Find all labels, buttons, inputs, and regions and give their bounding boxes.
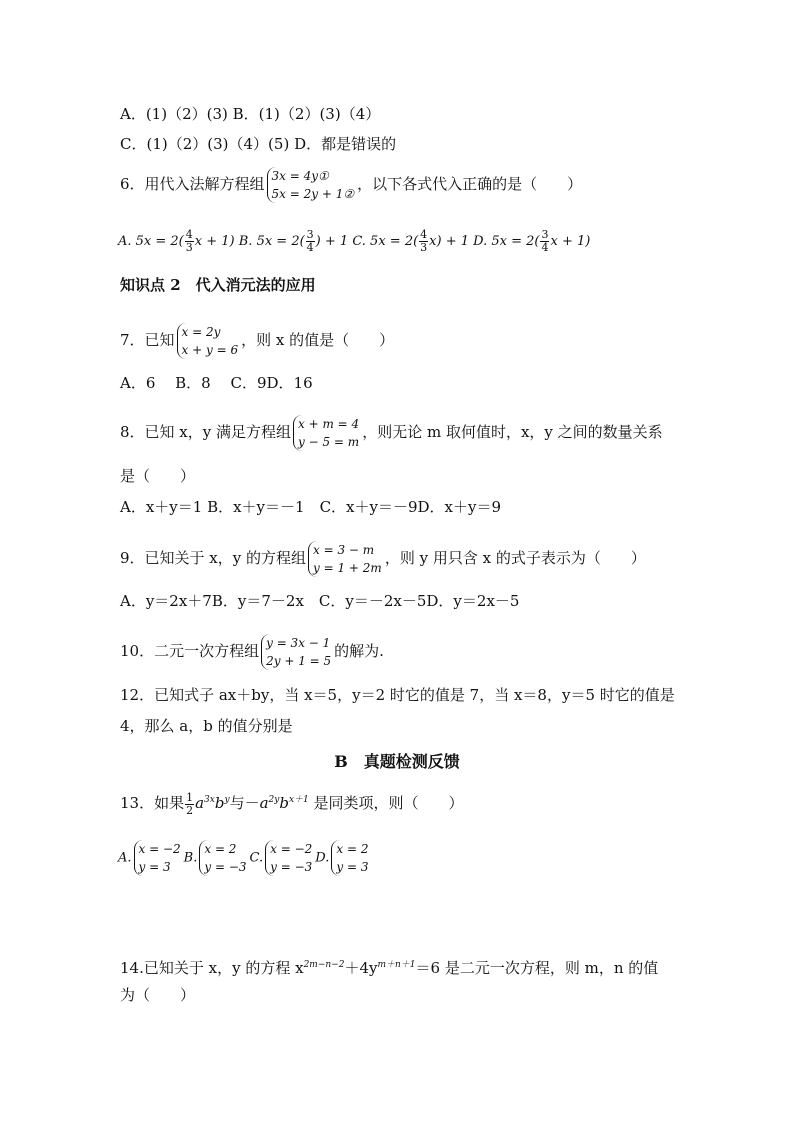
eq: y = 3 <box>336 860 369 874</box>
section-2-heading: 知识点 2 代入消元法的应用 <box>120 276 316 294</box>
q14-suffix: ＝6 是二元一次方程，则 m，n 的值 <box>415 959 659 977</box>
q13-term2-exp2: x＋1 <box>288 795 309 805</box>
section-b-heading: B 真题检测反馈 <box>334 752 460 771</box>
q9-equation-system <box>308 541 382 577</box>
eq: x = −2 <box>270 842 313 856</box>
frac-den: 3 <box>185 241 193 254</box>
q13-fraction <box>185 792 194 817</box>
eq: x = 2 <box>204 842 237 856</box>
q5-options-line1: A．(1)（2）(3) B．(1)（2）(3)（4） <box>120 105 381 123</box>
q12-line1: 12．已知式子 ax＋by，当 x＝5，y＝2 时它的值是 7，当 x＝8，y＝5 时它的值是 <box>120 686 675 704</box>
q13-term2-base: a <box>259 794 269 812</box>
q10-suffix: 的解为. <box>334 642 384 660</box>
q6-opt-d-part2: x + 1) <box>550 234 591 249</box>
frac-num: 4 <box>185 228 193 241</box>
frac-num: 4 <box>420 228 428 241</box>
eq: y = −3 <box>204 860 247 874</box>
q14-prefix: 14.已知关于 x，y 的方程 x <box>120 959 304 977</box>
q13-opt-d-label: D. <box>315 850 330 866</box>
frac-den: 3 <box>420 241 428 254</box>
q14-line2: 为（ ） <box>120 986 196 1004</box>
q13-opt-d-system <box>331 840 368 876</box>
q10-eq2: 2y + 1 = 5 <box>266 654 332 668</box>
q7-equation-system <box>177 323 239 359</box>
q8-equation-system <box>293 415 359 451</box>
frac-num: 3 <box>306 228 314 241</box>
q6-eq1: 3x = 4y① <box>271 169 329 183</box>
question-8 <box>120 415 663 451</box>
question-7 <box>120 323 394 359</box>
q14-exp2: m＋n＋1 <box>377 960 416 970</box>
q13-opt-c-label: C. <box>249 850 264 866</box>
q9-options: A．y＝2x＋7B．y＝7－2x C．y＝－2x－5D．y＝2x－5 <box>120 592 520 610</box>
q9-suffix: ，则 y 用只含 x 的式子表示为（ ） <box>384 549 646 567</box>
q9-prefix: 9．已知关于 x，y 的方程组 <box>120 549 307 567</box>
eq: x = −2 <box>138 842 181 856</box>
question-14 <box>120 955 658 978</box>
question-9 <box>120 541 646 577</box>
q6-equation-system <box>267 167 355 203</box>
q7-eq2: x + y = 6 <box>181 343 239 357</box>
question-10 <box>120 634 384 670</box>
q6-opt-d-fraction <box>540 229 549 254</box>
q13-opt-b-system <box>199 840 246 876</box>
q13-opt-c-system <box>265 840 312 876</box>
q13-term1-base: a <box>195 794 205 812</box>
q7-prefix: 7．已知 <box>120 331 175 349</box>
question-13 <box>120 790 464 817</box>
q6-opt-b-fraction <box>306 229 315 254</box>
q9-eq2: y = 1 + 2m <box>313 561 382 575</box>
q13-term1-base2: b <box>214 794 225 812</box>
q13-term1-exp1: 3x <box>204 795 215 805</box>
q14-exp1: 2m−n−2 <box>303 960 345 970</box>
q7-suffix: ，则 x 的值是（ ） <box>241 331 395 349</box>
q6-options <box>118 229 590 254</box>
question-6 <box>120 167 582 203</box>
q6-suffix: ，以下各式代入正确的是（ ） <box>357 175 583 193</box>
q6-prefix: 6．用代入法解方程组 <box>120 175 265 193</box>
frac-den: 2 <box>186 803 194 817</box>
q6-opt-b-part1: B. 5x = 2( <box>238 234 305 249</box>
q13-suffix: 是同类项，则（ ） <box>313 794 464 812</box>
q6-opt-a-part1: A. 5x = 2( <box>118 234 184 249</box>
q13-term2-base2: b <box>279 794 289 812</box>
frac-num: 1 <box>186 790 194 804</box>
frac-den: 4 <box>541 241 549 254</box>
eq: y = −3 <box>270 860 313 874</box>
q8-prefix: 8．已知 x，y 满足方程组 <box>120 423 292 441</box>
q13-opt-b-label: B. <box>183 850 198 866</box>
q8-eq1: x + m = 4 <box>298 417 360 431</box>
eq: x = 2 <box>336 842 369 856</box>
q13-opt-a-system <box>134 840 181 876</box>
q13-term1-exp2: y <box>224 795 230 805</box>
q7-options: A．6 B．8 C．9D．16 <box>120 374 313 392</box>
frac-den: 4 <box>306 241 314 254</box>
q7-eq1: x = 2y <box>181 325 221 339</box>
q8-options: A．x＋y＝1 B．x＋y＝－1 C．x＋y＝－9D．x＋y＝9 <box>120 498 502 516</box>
frac-num: 3 <box>541 228 549 241</box>
eq: y = 3 <box>138 860 171 874</box>
q6-opt-d-part1: D. 5x = 2( <box>473 234 540 249</box>
q14-mid: ＋4y <box>344 959 378 977</box>
q10-eq1: y = 3x − 1 <box>266 636 331 650</box>
q13-prefix: 13．如果 <box>120 794 185 812</box>
q10-equation-system <box>261 634 331 670</box>
q6-opt-c-part1: C. 5x = 2( <box>352 234 419 249</box>
q6-opt-a-fraction <box>185 229 194 254</box>
q13-middle: 与－ <box>229 794 260 812</box>
q6-eq2: 5x = 2y + 1② <box>271 187 355 201</box>
q13-term2-exp1: 2y <box>268 795 280 805</box>
q6-opt-c-fraction <box>419 229 428 254</box>
q9-eq1: x = 3 − m <box>313 543 375 557</box>
q12-line2: 4，那么 a，b 的值分别是 <box>120 717 293 735</box>
q13-options <box>118 840 372 876</box>
q6-opt-b-part2: ) + 1 <box>315 234 349 249</box>
q6-opt-c-part2: x) + 1 <box>429 234 470 249</box>
q5-options-line2: C．(1)（2）(3)（4）(5) D．都是错误的 <box>120 135 397 153</box>
q8-suffix: ，则无论 m 取何值时，x，y 之间的数量关系 <box>362 423 663 441</box>
q6-opt-a-part2: x + 1) <box>194 234 235 249</box>
q8-line2: 是（ ） <box>120 467 196 485</box>
q13-opt-a-label: A. <box>118 850 132 866</box>
q8-eq2: y − 5 = m <box>298 435 360 449</box>
q10-prefix: 10．二元一次方程组 <box>120 642 260 660</box>
